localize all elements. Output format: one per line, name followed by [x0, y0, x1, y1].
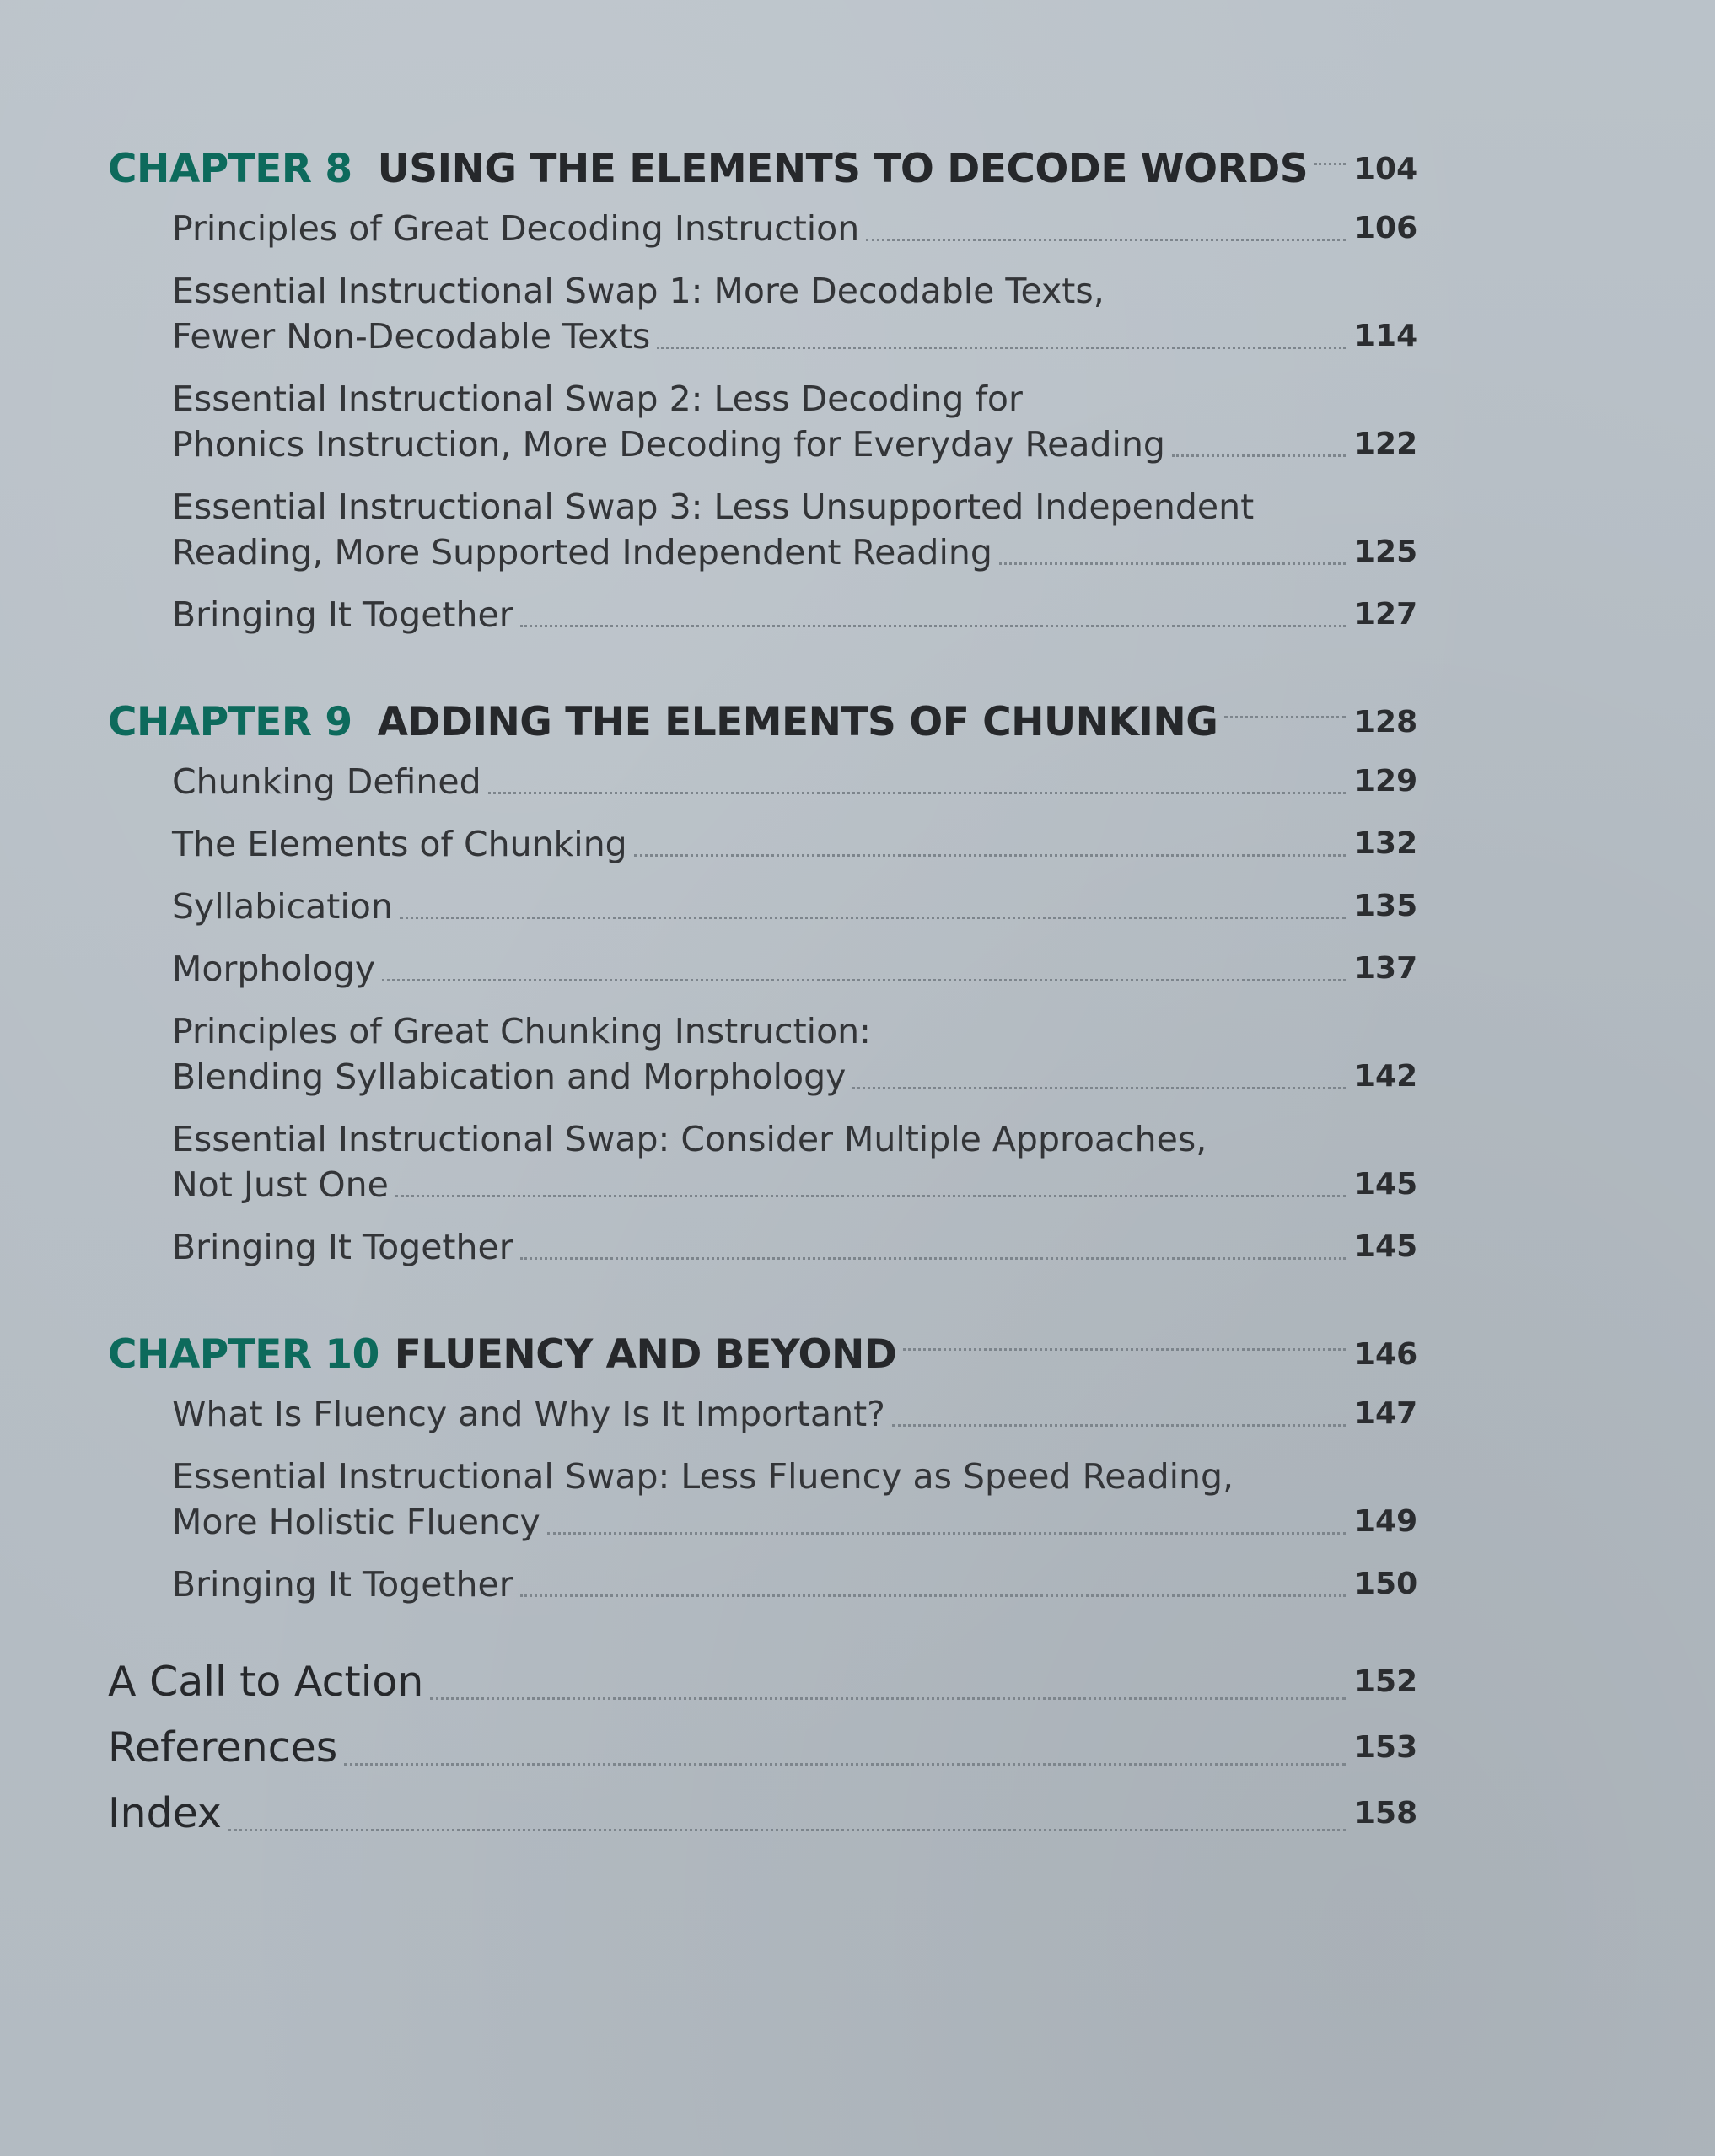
back-matter-title: References [108, 1723, 338, 1772]
dot-leader [866, 239, 1346, 241]
page-number: 149 [1354, 1504, 1418, 1539]
toc-entry [172, 268, 1418, 359]
chapter-heading [108, 1320, 1418, 1388]
toc-entry [172, 1562, 1418, 1607]
dot-leader [852, 1087, 1346, 1089]
page-number: 137 [1354, 951, 1418, 986]
dot-leader [430, 1697, 1346, 1700]
entry-title: Bringing It Together [172, 1564, 513, 1605]
chapter-title: FLUENCY AND BEYOND [394, 1331, 897, 1378]
page-number: 127 [1354, 597, 1418, 632]
dot-leader [520, 625, 1346, 627]
section-spacer [108, 1607, 1415, 1644]
entry-title: Chunking Defined [172, 761, 481, 802]
page-number: 132 [1354, 826, 1418, 861]
chapter-label: CHAPTER 9 [108, 698, 352, 745]
toc-entry [172, 759, 1418, 804]
toc-entry [172, 592, 1418, 637]
dot-leader [657, 347, 1346, 349]
page-number: 128 [1354, 704, 1418, 739]
toc-entry [172, 1008, 1418, 1100]
entry-title-continued: Fewer Non-Decodable Texts [172, 316, 651, 357]
entry-title: Essential Instructional Swap: Consider Multiple Approaches, [172, 1119, 1207, 1159]
entry-title-continued: Reading, More Supported Independent Reading [172, 532, 992, 573]
dot-leader [488, 792, 1346, 794]
dot-leader [228, 1829, 1346, 1831]
back-matter-title: A Call to Action [108, 1658, 424, 1706]
entry-title: Essential Instructional Swap 3: Less Unsupported Independent [172, 487, 1255, 527]
page-number: 146 [1354, 1336, 1418, 1372]
section-spacer [108, 1270, 1415, 1320]
toc-entry [172, 1224, 1418, 1270]
page-number: 147 [1354, 1396, 1418, 1431]
dot-leader [634, 854, 1346, 857]
back-matter-entry [108, 1786, 1418, 1841]
toc-entry [172, 1116, 1418, 1207]
back-matter-entry [108, 1654, 1418, 1710]
page-number: 150 [1354, 1567, 1418, 1601]
entry-title-continued: Phonics Instruction, More Decoding for Everyday Reading [172, 424, 1165, 465]
toc-entry [172, 376, 1418, 467]
back-matter-entry [108, 1720, 1418, 1776]
page-number: 114 [1354, 319, 1418, 353]
dot-leader [382, 979, 1346, 981]
chapter-heading [108, 135, 1418, 202]
entry-title: Essential Instructional Swap 2: Less Decoding for [172, 379, 1023, 419]
entry-title: What Is Fluency and Why Is It Important? [172, 1394, 885, 1434]
dot-leader [400, 917, 1346, 919]
dot-leader [1314, 163, 1346, 165]
dot-leader [520, 1257, 1346, 1260]
toc-entry [172, 884, 1418, 929]
toc-entry [172, 1391, 1418, 1437]
entry-title-continued: More Holistic Fluency [172, 1502, 540, 1542]
entry-title: Essential Instructional Swap 1: More Decodable Texts, [172, 271, 1105, 311]
dot-leader [1224, 716, 1346, 718]
entry-title: Morphology [172, 949, 376, 989]
chapter-heading [108, 688, 1418, 755]
page-number: 153 [1354, 1730, 1418, 1765]
entry-title: Bringing It Together [172, 1227, 513, 1267]
page-number: 125 [1354, 535, 1418, 569]
toc-entry [172, 946, 1418, 992]
entry-title: Essential Instructional Swap: Less Fluency as Speed Reading, [172, 1456, 1234, 1497]
dot-leader [903, 1348, 1346, 1351]
page-number: 104 [1354, 151, 1418, 186]
entry-title-continued: Not Just One [172, 1164, 389, 1205]
chapter-title: ADDING THE ELEMENTS OF CHUNKING [377, 698, 1218, 745]
entry-title-continued: Blending Syllabication and Morphology [172, 1056, 847, 1097]
dot-leader [547, 1532, 1346, 1535]
dot-leader [999, 562, 1346, 565]
entry-title: Principles of Great Decoding Instruction [172, 208, 860, 249]
dot-leader [344, 1763, 1346, 1766]
toc-entry [172, 821, 1418, 867]
chapter-label: CHAPTER 10 [108, 1331, 379, 1378]
dot-leader [395, 1195, 1346, 1197]
page-number: 158 [1354, 1796, 1418, 1831]
page-number: 145 [1354, 1167, 1418, 1202]
back-matter-title: Index [108, 1789, 222, 1837]
page-number: 106 [1354, 211, 1418, 245]
dot-leader [892, 1424, 1346, 1427]
entry-title: The Elements of Chunking [172, 824, 627, 864]
table-of-contents [108, 135, 1418, 1841]
toc-entry [172, 206, 1418, 251]
toc-entry [172, 484, 1418, 575]
page-number: 122 [1354, 427, 1418, 461]
page-number: 129 [1354, 764, 1418, 798]
toc-entry [172, 1454, 1418, 1545]
entry-title: Principles of Great Chunking Instruction: [172, 1011, 871, 1051]
page-number: 145 [1354, 1229, 1418, 1264]
page-number: 152 [1354, 1664, 1418, 1699]
chapter-title: USING THE ELEMENTS TO DECODE WORDS [377, 145, 1309, 192]
page-number: 142 [1354, 1059, 1418, 1094]
section-spacer [108, 637, 1415, 688]
chapter-label: CHAPTER 8 [108, 145, 352, 192]
entry-title: Bringing It Together [172, 594, 513, 635]
page-number: 135 [1354, 889, 1418, 923]
dot-leader [520, 1594, 1346, 1597]
dot-leader [1172, 454, 1346, 457]
entry-title: Syllabication [172, 886, 393, 927]
